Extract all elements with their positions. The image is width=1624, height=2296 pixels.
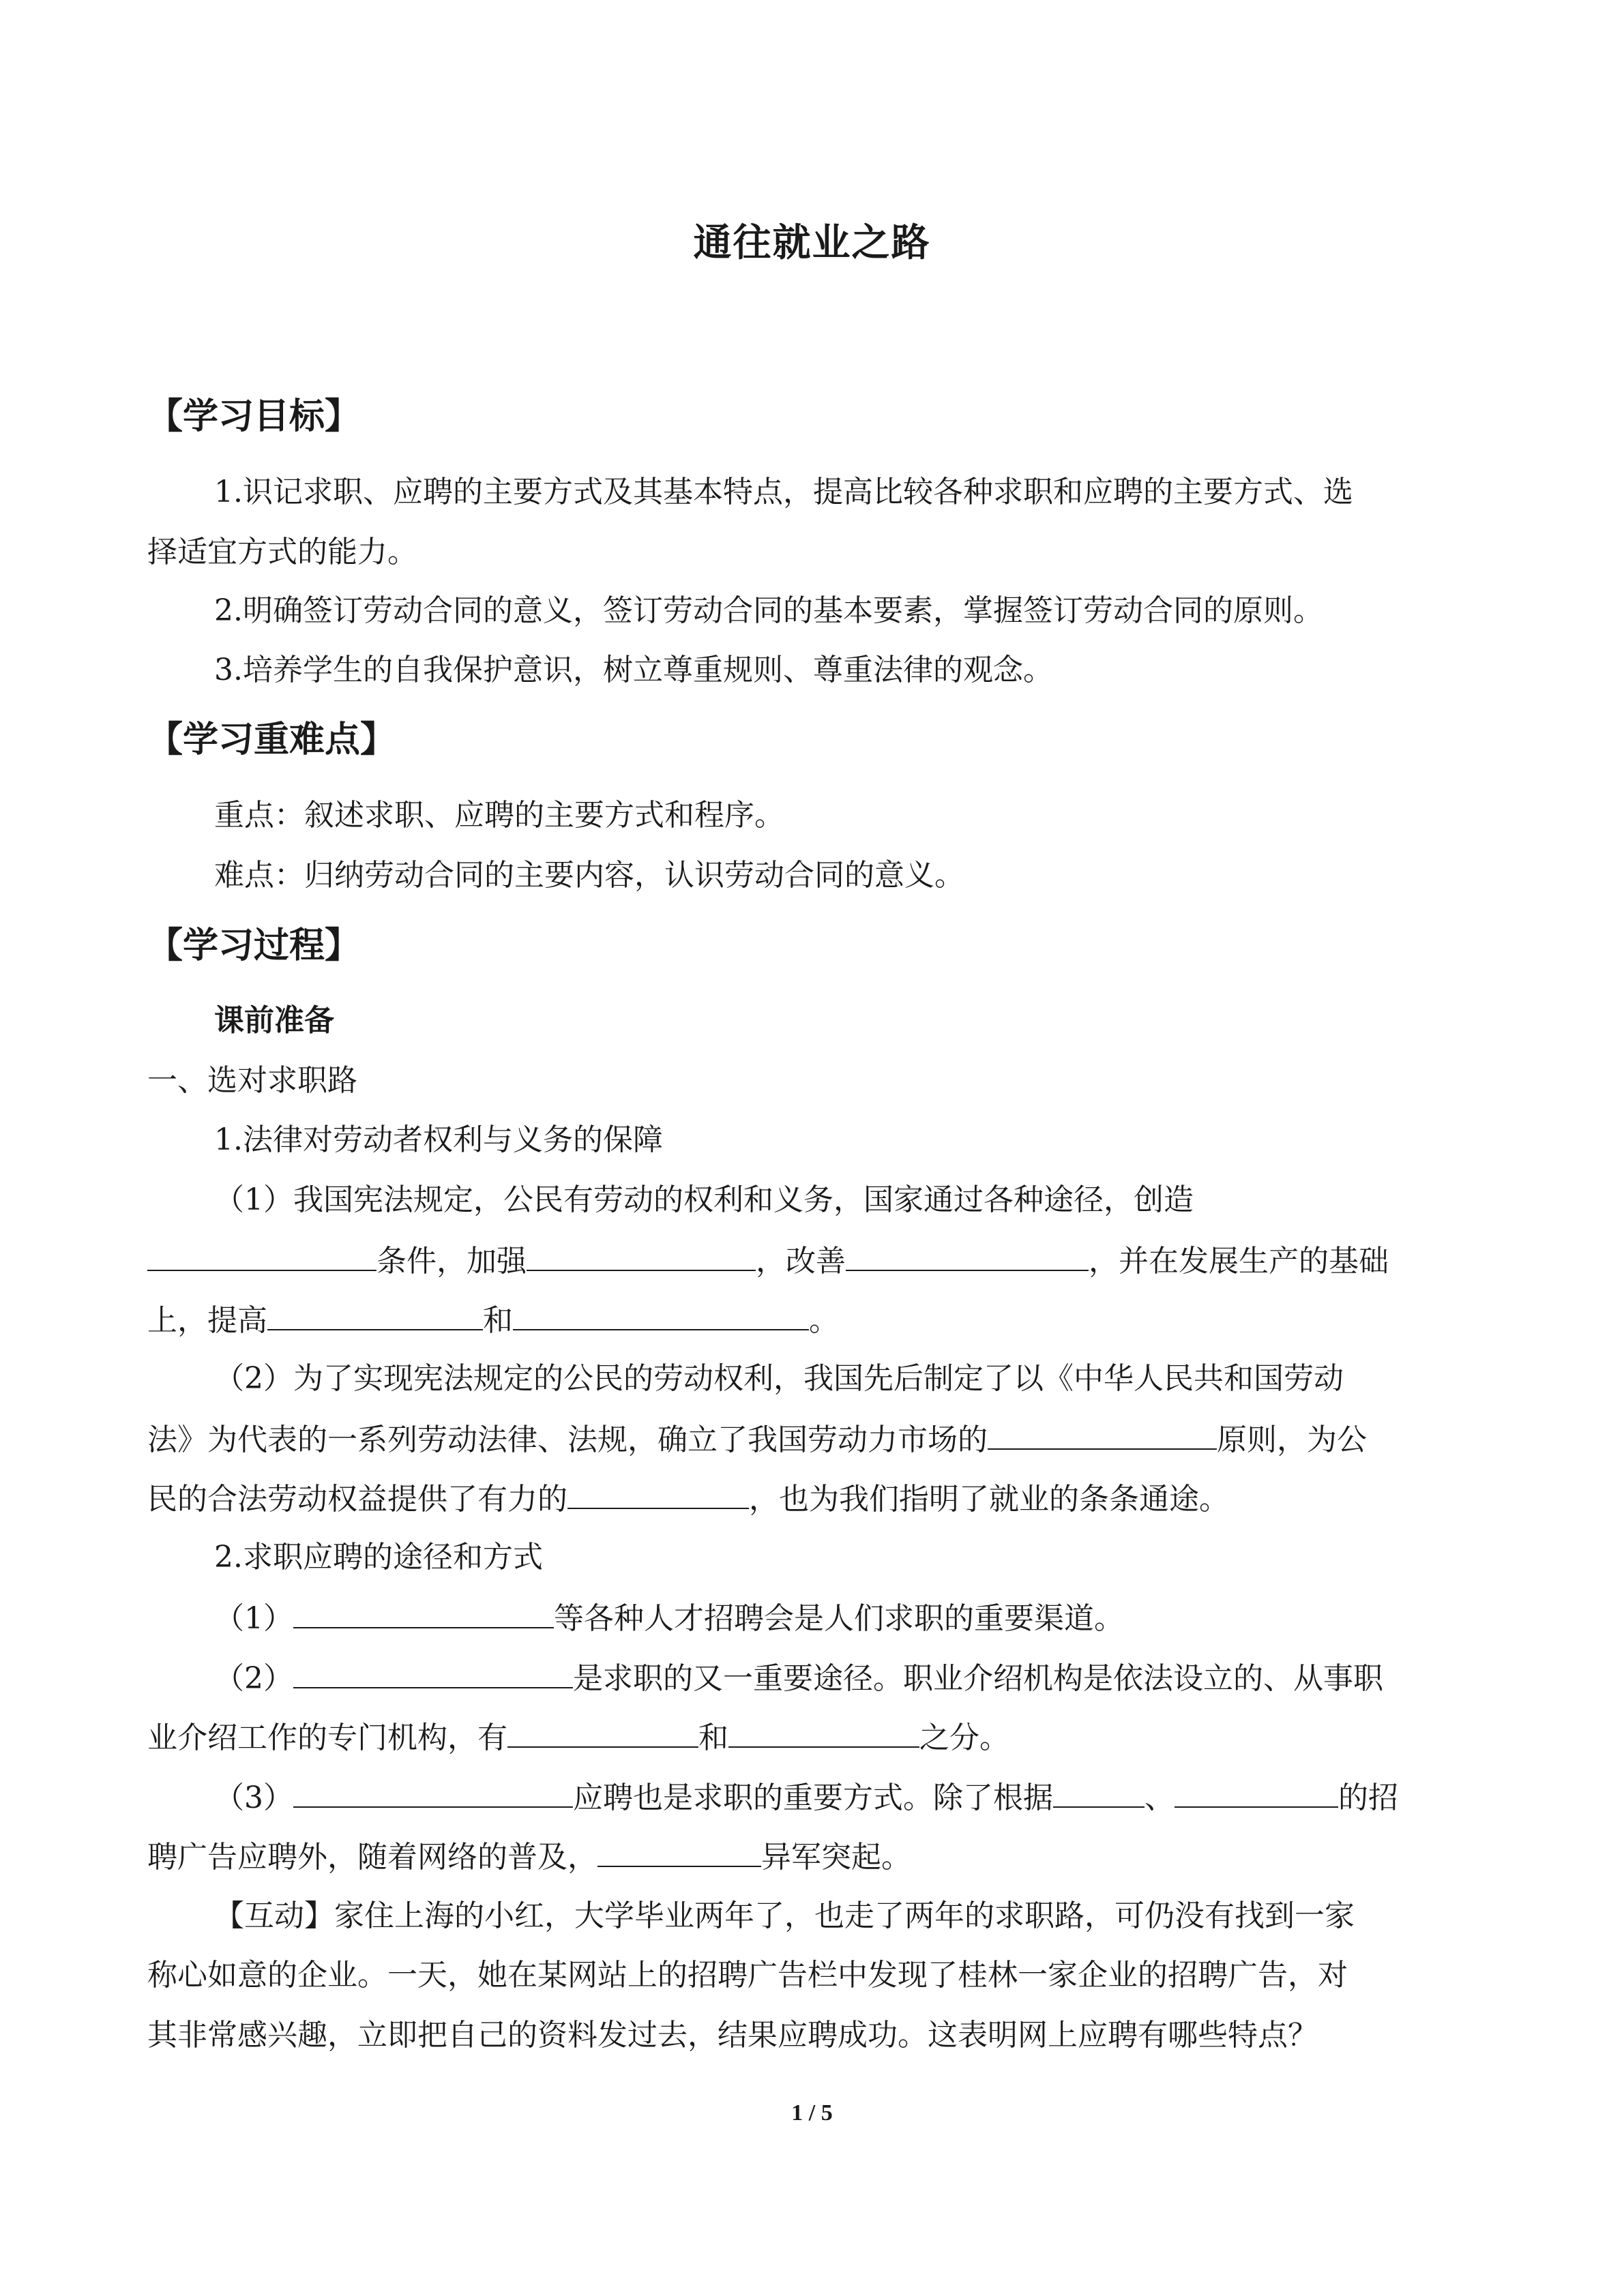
heading-process: 【学习过程】 (147, 925, 361, 966)
section-1: 一、选对求职路 (147, 1063, 357, 1098)
fill-blank[interactable] (988, 1418, 1217, 1450)
item-1-1: （1）我国宪法规定，公民有劳动的权利和义务，国家通过各种途径，创造 (214, 1182, 1194, 1217)
prep-label: 课前准备 (214, 1003, 334, 1038)
item-2-2-line2: 业介绍工作的专门机构，有 和 之分。 (147, 1716, 1009, 1759)
interaction-line-1: 【互动】家住上海的小红，大学毕业两年了，也走了两年的求职路，可仍没有找到一家 (214, 1898, 1355, 1933)
item-2-2: （2） 是求职的又一重要途径。职业介绍机构是依法设立的、从事职 (214, 1657, 1383, 1699)
keypoint-1: 重点：叙述求职、应聘的主要方式和程序。 (214, 798, 784, 833)
fill-blank[interactable] (527, 1240, 756, 1271)
fill-blank[interactable] (293, 1776, 573, 1808)
fill-blank[interactable] (293, 1597, 554, 1628)
item-2-3: （3） 应聘也是求职的重要方式。除了根据 、 的招 (214, 1776, 1398, 1819)
item-1-2: （2）为了实现宪法规定的公民的劳动权利，我国先后制定了以《中华人民共和国劳动 (214, 1361, 1344, 1396)
heading-keypoints: 【学习重难点】 (147, 719, 396, 760)
item-2: 2.求职应聘的途径和方式 (214, 1540, 543, 1575)
fill-blank[interactable] (597, 1836, 761, 1867)
keypoint-2: 难点：归纳劳动合同的主要内容，认识劳动合同的意义。 (214, 858, 964, 893)
goal-3: 3.培养学生的自我保护意识，树立尊重规则、尊重法律的观念。 (214, 653, 1053, 687)
fill-blank[interactable] (147, 1240, 377, 1271)
fill-blank[interactable] (1053, 1776, 1145, 1808)
fill-blank[interactable] (507, 1716, 698, 1748)
fill-blank[interactable] (1175, 1776, 1338, 1808)
fill-blank[interactable] (267, 1299, 483, 1330)
item-1: 1.法律对劳动者权利与义务的保障 (214, 1122, 663, 1157)
goal-1-cont: 择适宜方式的能力。 (147, 535, 417, 569)
interaction-line-3: 其非常感兴趣，立即把自己的资料发过去，结果应聘成功。这表明网上应聘有哪些特点？ (147, 2018, 1318, 2053)
fill-blank[interactable] (513, 1299, 809, 1330)
page-number: 1 / 5 (791, 2100, 833, 2126)
goal-1: 1.识记求职、应聘的主要方式及其基本特点，提高比较各种求职和应聘的主要方式、选 (214, 475, 1353, 509)
item-2-1: （1） 等各种人才招聘会是人们求职的重要渠道。 (214, 1597, 1124, 1639)
fill-blank[interactable] (567, 1478, 749, 1509)
item-1-2-line2: 法》为代表的一系列劳动法律、法规，确立了我国劳动力市场的 原则，为公 (147, 1418, 1367, 1461)
fill-blank[interactable] (728, 1716, 919, 1748)
item-1-1-line3: 上，提高 和 。 (147, 1299, 839, 1341)
item-1-1-line2: 条件，加强 ，改善 ，并在发展生产的基础 (147, 1240, 1389, 1282)
goal-2: 2.明确签订劳动合同的意义，签订劳动合同的基本要素，掌握签订劳动合同的原则。 (214, 593, 1323, 628)
fill-blank[interactable] (846, 1240, 1089, 1271)
item-2-3-line2: 聘广告应聘外，随着网络的普及， 异军突起。 (147, 1836, 911, 1878)
page-title: 通往就业之路 (693, 221, 931, 265)
heading-goals: 【学习目标】 (147, 396, 361, 437)
item-1-2-line3: 民的合法劳动权益提供了有力的 ，也为我们指明了就业的条条通途。 (147, 1478, 1229, 1520)
interaction-line-2: 称心如意的企业。一天，她在某网站上的招聘广告栏中发现了桂林一家企业的招聘广告，对 (147, 1958, 1348, 1993)
fill-blank[interactable] (293, 1657, 573, 1688)
